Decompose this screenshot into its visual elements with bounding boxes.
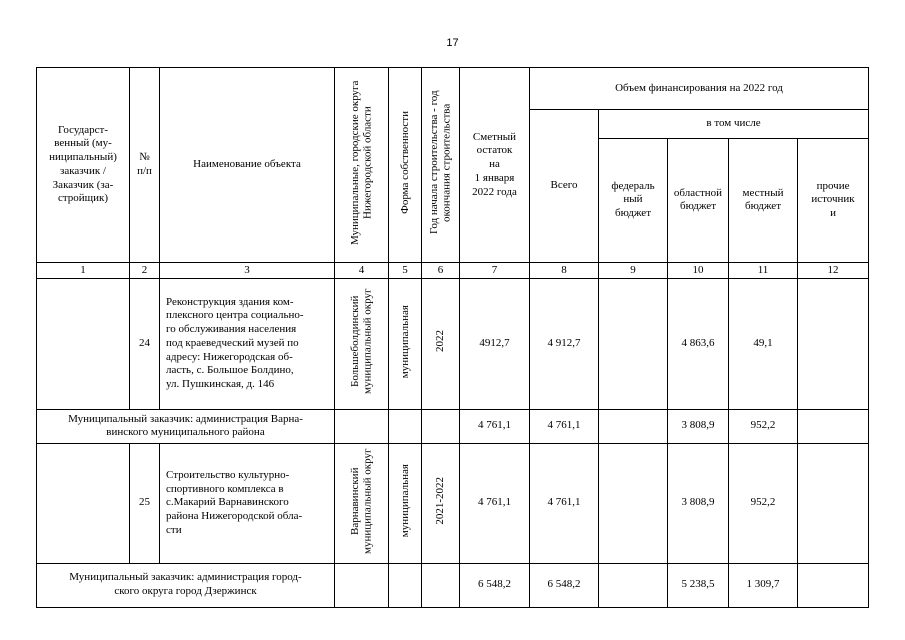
- federal-value: [599, 443, 668, 563]
- other-value: [798, 278, 869, 409]
- column-number: 7: [460, 262, 530, 278]
- row-number: 25: [130, 443, 160, 563]
- header-row-1: [37, 68, 869, 110]
- header-municipality: Муниципальные, городские округа Нижегородской области: [348, 80, 374, 245]
- column-number: 10: [668, 262, 729, 278]
- empty-cell: [389, 409, 422, 443]
- years: 2021-2022: [434, 476, 447, 525]
- total-value: 4 761,1: [530, 443, 599, 563]
- customer-row: [37, 409, 869, 443]
- regional-value: 5 238,5: [668, 563, 729, 607]
- total-value: 4 912,7: [530, 278, 599, 409]
- regional-value: 3 808,9: [668, 443, 729, 563]
- total-value: 4 761,1: [530, 409, 599, 443]
- years-cell: [422, 278, 460, 409]
- ownership-cell: [389, 278, 422, 409]
- years-cell: [422, 443, 460, 563]
- empty-cell: [422, 409, 460, 443]
- ownership-cell: [389, 443, 422, 563]
- federal-value: [599, 409, 668, 443]
- years: 2022: [434, 330, 447, 353]
- other-value: [798, 409, 869, 443]
- local-value: 1 309,7: [729, 563, 798, 607]
- header-customer: Государст- венный (му- ниципальный) заказчик / Заказчик (за- стройщик): [37, 68, 130, 263]
- header-ownership-cell: [389, 68, 422, 263]
- header-estimate: Сметный остаток на 1 января 2022 года: [460, 68, 530, 263]
- object-name: Строительство культурно- спортивного комплекса в с.Макарий Варнавинского района Нижегородской обла- сти: [160, 443, 335, 563]
- estimate-value: 4 761,1: [460, 443, 530, 563]
- header-years-cell: [422, 68, 460, 263]
- regional-value: 4 863,6: [668, 278, 729, 409]
- estimate-value: 4912,7: [460, 278, 530, 409]
- column-number: 2: [130, 262, 160, 278]
- column-number: 8: [530, 262, 599, 278]
- column-number: 1: [37, 262, 130, 278]
- federal-value: [599, 563, 668, 607]
- financing-table: [36, 67, 869, 608]
- local-value: 49,1: [729, 278, 798, 409]
- header-object-name: Наименование объекта: [160, 68, 335, 263]
- header-regional: областной бюджет: [668, 138, 729, 262]
- row-number: 24: [130, 278, 160, 409]
- header-num: № п/п: [130, 68, 160, 263]
- local-value: 952,2: [729, 409, 798, 443]
- estimate-value: 4 761,1: [460, 409, 530, 443]
- municipality: Большеболдинский муниципальный округ: [348, 288, 374, 395]
- local-value: 952,2: [729, 443, 798, 563]
- empty-cell: [335, 563, 389, 607]
- column-number: 3: [160, 262, 335, 278]
- header-municipality-cell: [335, 68, 389, 263]
- header-other: прочие источник и: [798, 138, 869, 262]
- estimate-value: 6 548,2: [460, 563, 530, 607]
- customer-cell: [37, 443, 130, 563]
- customer-cell: [37, 278, 130, 409]
- ownership: муниципальная: [398, 464, 411, 538]
- ownership: муниципальная: [398, 304, 411, 378]
- other-value: [798, 563, 869, 607]
- column-number-row: [37, 262, 869, 278]
- municipality: Варнавинский муниципальный округ: [348, 448, 374, 554]
- empty-cell: [389, 563, 422, 607]
- header-total: Всего: [530, 110, 599, 263]
- column-number: 12: [798, 262, 869, 278]
- header-ownership: Форма собственности: [398, 111, 411, 214]
- federal-value: [599, 278, 668, 409]
- table-row: [37, 443, 869, 563]
- header-funding: Объем финансирования на 2022 год: [530, 68, 869, 110]
- column-number: 4: [335, 262, 389, 278]
- empty-cell: [422, 563, 460, 607]
- table-row: [37, 278, 869, 409]
- municipality-cell: [335, 278, 389, 409]
- municipality-cell: [335, 443, 389, 563]
- other-value: [798, 443, 869, 563]
- header-including: в том числе: [599, 110, 869, 139]
- total-value: 6 548,2: [530, 563, 599, 607]
- column-number: 11: [729, 262, 798, 278]
- customer-label: Муниципальный заказчик: администрация город- ского округа город Дзержинск: [37, 563, 335, 607]
- header-federal: федераль ный бюджет: [599, 138, 668, 262]
- header-years: Год начала строительства - год окончания строительства: [427, 90, 453, 235]
- page-number: 17: [446, 37, 459, 49]
- empty-cell: [335, 409, 389, 443]
- column-number: 9: [599, 262, 668, 278]
- customer-row: [37, 563, 869, 607]
- column-number: 6: [422, 262, 460, 278]
- header-local: местный бюджет: [729, 138, 798, 262]
- customer-label: Муниципальный заказчик: администрация Варна- винского муниципального района: [37, 409, 335, 443]
- object-name: Реконструкция здания ком- плексного центра социально- го обслуживания населения под краеведческий музей по адресу: Нижегородская об- ласть, с. Большое Болдино, ул. Пушкинская, д. 146: [160, 278, 335, 409]
- regional-value: 3 808,9: [668, 409, 729, 443]
- column-number: 5: [389, 262, 422, 278]
